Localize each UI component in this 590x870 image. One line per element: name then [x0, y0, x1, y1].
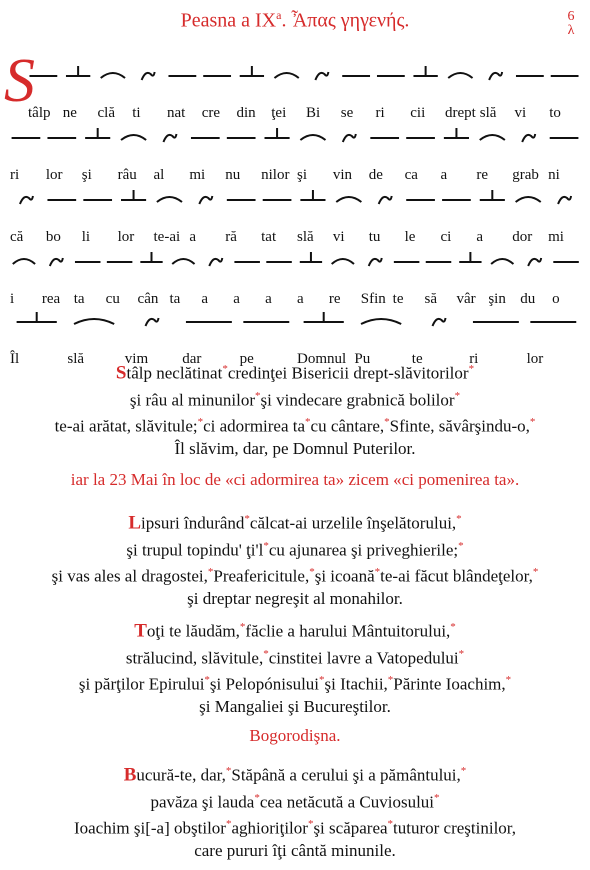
asterisk-icon: * — [239, 621, 246, 633]
phrase: Îl slăvim, dar, pe Domnul Puterilor. — [174, 438, 416, 458]
phrase: te-ai arătat, slăvitule; — [54, 416, 198, 436]
syllable: şi — [81, 167, 92, 183]
phrase: şi vindecare grabnică bolilor — [260, 390, 455, 410]
asterisk-icon: * — [305, 416, 311, 429]
stanza-line — [0, 760, 590, 787]
syllable: slă — [67, 351, 85, 367]
syllable: să — [424, 291, 438, 307]
phrase: şi trupul topindu' ţi'l — [126, 540, 264, 560]
stanza-line — [0, 669, 590, 696]
asterisk-icon: * — [319, 674, 325, 687]
neume-glyph — [491, 259, 513, 264]
neume-glyph — [336, 197, 361, 202]
neume-glyph — [304, 312, 344, 322]
asterisk-icon: * — [532, 566, 539, 579]
neume-row — [8, 306, 582, 346]
stanza-line — [0, 696, 590, 718]
stanza-line — [0, 588, 590, 610]
syllable: tu — [368, 229, 381, 245]
syllable: nat — [167, 105, 186, 121]
asterisk-icon: * — [244, 513, 250, 525]
syllable: ci — [440, 229, 452, 245]
syllable: ră — [225, 229, 237, 245]
rubric-a: iar la 23 Mai în loc de « — [70, 470, 234, 489]
neume-glyph — [315, 72, 328, 80]
phrase: tâlp neclătinat — [126, 363, 223, 383]
syllable: tâlp — [28, 105, 51, 121]
syllable: clă — [97, 105, 115, 121]
phrase: şi scăparea — [313, 818, 388, 838]
syllable: grab — [512, 167, 539, 183]
neume-glyph — [369, 258, 382, 266]
syllable: ne — [62, 105, 77, 121]
syllable: ţei — [271, 105, 287, 121]
syllable: râu — [117, 167, 137, 183]
neume-glyph — [66, 66, 90, 76]
asterisk-icon: * — [387, 674, 394, 687]
asterisk-icon: * — [374, 566, 381, 579]
big-initial: S — [4, 47, 35, 115]
syllable: ti — [132, 105, 141, 121]
syllable: ri — [10, 167, 20, 183]
phrase: cu ajunarea şi priveghierile; — [268, 540, 459, 560]
syllable: de — [368, 167, 383, 183]
phrase: cu cântare, — [310, 416, 385, 436]
phrase: oţi te lăudăm, — [146, 621, 240, 641]
music-line — [26, 60, 582, 122]
syllable: vi — [514, 105, 527, 121]
asterisk-icon: * — [434, 791, 440, 804]
stanza-line — [0, 508, 590, 535]
asterisk-icon: * — [384, 416, 390, 429]
syllable: le — [404, 229, 416, 245]
neume-glyph — [265, 128, 290, 138]
stanza-line — [0, 787, 590, 814]
stanza-2 — [0, 508, 590, 610]
neume-glyph — [332, 259, 354, 264]
rubric-e: ». — [506, 470, 520, 489]
neume-glyph — [448, 73, 472, 78]
asterisk-icon: * — [307, 818, 314, 831]
asterisk-icon: * — [450, 621, 456, 633]
phrase: şi Pelopónisului — [209, 674, 320, 694]
asterisk-icon: * — [225, 765, 232, 777]
stanza-line — [0, 561, 590, 588]
phrase: te-ai făcut blândeţelor, — [380, 566, 533, 586]
ode-title-sup: a — [276, 8, 282, 22]
syllable: cân — [137, 291, 159, 307]
neume-glyph — [528, 258, 541, 266]
phrase: ucură-te, dar, — [136, 765, 226, 785]
syllable: Îl — [10, 351, 20, 367]
phrase: făclie a harului Mântuitorului, — [245, 621, 451, 641]
rubric-d: ci pomenirea ta — [401, 470, 507, 489]
syllable: a — [233, 291, 240, 307]
neume-glyph — [85, 128, 110, 138]
asterisk-icon: * — [468, 363, 475, 375]
syllable: a — [297, 291, 304, 307]
syllable: dor — [512, 229, 533, 245]
syllable: tat — [261, 229, 277, 245]
stanza-line — [0, 813, 590, 840]
syllable: Bi — [306, 105, 321, 121]
stanza-initial: T — [134, 620, 147, 642]
syllable: din — [236, 105, 256, 121]
phrase: tuturor creştinilor, — [393, 818, 517, 838]
neume-glyph — [17, 312, 57, 322]
neume-glyph — [74, 319, 114, 324]
neume-glyph — [240, 66, 264, 76]
neume-glyph — [300, 252, 322, 262]
stanza-line — [0, 411, 590, 438]
syllable: slă — [479, 105, 497, 121]
phrase: călcat-ai urzelile înşelătorului, — [249, 513, 457, 533]
asterisk-icon: * — [309, 566, 315, 579]
neume-glyph — [274, 73, 298, 78]
stanza-line — [0, 438, 590, 460]
mode-sign-icon: 6 λ — [567, 9, 575, 38]
neume-glyph — [516, 197, 541, 202]
syllable: re — [328, 291, 341, 307]
stanza-line — [0, 840, 590, 862]
phrase: Preafericitule, — [213, 566, 310, 586]
syllable: Sfin — [360, 291, 386, 307]
stanza-line — [0, 616, 590, 643]
neume-glyph — [50, 258, 63, 266]
asterisk-icon: * — [207, 566, 214, 579]
neume-glyph — [480, 190, 505, 200]
phrase: care pururi îţi cântă minunile. — [194, 840, 396, 860]
neume-glyph — [379, 196, 392, 204]
phrase: cea netăcută a Cuviosului — [259, 792, 435, 812]
syllable: bo — [45, 229, 61, 245]
neume-glyph — [172, 259, 194, 264]
syllable: mi — [189, 167, 206, 183]
neume-glyph — [558, 196, 571, 204]
music-line — [8, 246, 582, 308]
syllable: re — [476, 167, 489, 183]
asterisk-icon: * — [456, 513, 462, 525]
asterisk-icon: * — [458, 647, 465, 660]
syllable: ri — [469, 351, 479, 367]
ode-title — [0, 8, 590, 33]
neume-glyph — [121, 135, 146, 140]
neume-glyph — [413, 66, 437, 76]
phrase: Părinte Ioachim, — [393, 674, 506, 694]
neume-glyph — [300, 135, 325, 140]
syllable: rea — [41, 291, 61, 307]
syllable: te — [411, 351, 423, 367]
asterisk-icon: * — [263, 647, 269, 660]
syllable: se — [340, 105, 354, 121]
rubric-commemoration — [0, 470, 590, 490]
syllable: i — [10, 291, 15, 307]
syllable: du — [520, 291, 536, 307]
phrase: şi dreptar negreşit al monahilor. — [187, 588, 403, 608]
syllable: dar — [182, 351, 202, 367]
rubric-bogorodisna: Bogorodişna. — [249, 726, 341, 745]
music-line — [8, 184, 582, 246]
syllable: to — [549, 105, 561, 121]
syllable: slă — [297, 229, 314, 245]
syllable: lor — [526, 351, 544, 367]
stanza-4 — [0, 760, 590, 862]
ode-title-main: Peasna a IX — [180, 9, 277, 32]
neume-glyph — [480, 135, 505, 140]
asterisk-icon: * — [454, 389, 461, 402]
neume-glyph — [343, 134, 356, 142]
syllable: nilor — [261, 167, 290, 183]
neume-glyph — [146, 318, 159, 326]
neume-glyph — [522, 134, 535, 142]
syllable: vin — [332, 167, 353, 183]
neume-glyph — [13, 259, 35, 264]
phrase: credinţei Bisericii drept-slăvitorilor — [227, 363, 469, 383]
neume-row — [26, 60, 582, 100]
phrase: şi icoană — [314, 566, 375, 586]
phrase: şi părţilor Epirului — [78, 674, 205, 694]
asterisk-icon: * — [222, 363, 228, 375]
syllable: că — [10, 229, 24, 245]
syllable: ta — [169, 291, 181, 307]
phrase: strălucind, slăvitule, — [125, 648, 264, 668]
stanza-3 — [0, 616, 590, 718]
phrase: ipsuri îndurând — [141, 513, 245, 533]
syllable: cii — [410, 105, 426, 121]
syllable: a — [265, 291, 272, 307]
syllable: li — [81, 229, 91, 245]
stanza-line — [0, 643, 590, 670]
syllable: drept — [445, 105, 476, 121]
syllable: lor — [45, 167, 63, 183]
syllable: cu — [105, 291, 120, 307]
phrase: şi Itachii, — [324, 674, 388, 694]
music-line — [8, 122, 582, 184]
phrase: Stăpână a cerului şi a pământului, — [231, 765, 461, 785]
syllable: a — [476, 229, 484, 245]
asterisk-icon: * — [254, 791, 260, 804]
stanza-line — [0, 358, 590, 385]
neume-row — [8, 122, 582, 162]
syllable: o — [552, 291, 560, 307]
neume-glyph — [209, 258, 222, 266]
phrase: şi râu al minunilor — [129, 390, 256, 410]
neume-glyph — [361, 319, 401, 324]
syllable: Pu — [354, 351, 371, 367]
syllable: vâr — [456, 291, 476, 307]
stanza-initial: S — [115, 362, 127, 384]
syllable: ca — [404, 167, 418, 183]
stanza-initial: B — [123, 764, 137, 786]
phrase: aghioriţilor — [231, 818, 308, 838]
phrase: pavăza şi lauda — [150, 792, 255, 812]
neume-glyph — [140, 252, 162, 262]
neume-glyph — [433, 318, 446, 326]
neume-glyph — [489, 72, 502, 80]
syllable: te — [392, 291, 404, 307]
syllable: vim — [124, 351, 149, 367]
syllable: ta — [73, 291, 85, 307]
phrase: Sfinte, săvârşindu-o, — [389, 416, 530, 436]
phrase: cinstitei lavre a Vatopedului — [268, 648, 459, 668]
syllable: nu — [225, 167, 241, 183]
neume-glyph — [459, 252, 481, 262]
syllable: şi — [297, 167, 308, 183]
phrase: şi vas ales al dragostei, — [51, 566, 208, 586]
asterisk-icon: * — [458, 539, 464, 552]
syllable: lor — [117, 229, 135, 245]
asterisk-icon: * — [263, 539, 269, 552]
syllable: şin — [488, 291, 506, 307]
neume-glyph — [199, 196, 212, 204]
syllable: al — [153, 167, 165, 183]
syllable: ri — [375, 105, 385, 121]
neume-glyph — [157, 197, 182, 202]
asterisk-icon: * — [204, 674, 210, 687]
phrase: Ioachim şi[-a] obştilor — [73, 818, 226, 838]
neume-glyph — [444, 128, 469, 138]
syllable: pe — [239, 351, 254, 367]
asterisk-icon: * — [460, 765, 467, 777]
stanza-line — [0, 385, 590, 412]
neume-glyph — [163, 134, 176, 142]
syllable: te-ai — [153, 229, 181, 245]
syllable: a — [201, 291, 208, 307]
syllable: ni — [548, 167, 560, 183]
ode-title-greek: . Ἆπας γηγενής. — [281, 9, 410, 32]
neume-glyph — [20, 196, 33, 204]
neume-row — [8, 184, 582, 224]
phrase: şi Mangaliei şi Bucureştilor. — [199, 696, 391, 716]
neume-row — [8, 246, 582, 286]
stanza-1 — [0, 358, 590, 460]
asterisk-icon: * — [505, 674, 512, 687]
syllable: Domnul — [297, 351, 347, 367]
neume-glyph — [300, 190, 325, 200]
neume-glyph — [101, 73, 125, 78]
asterisk-icon: * — [529, 416, 536, 429]
asterisk-icon: * — [225, 818, 232, 831]
stanza-initial: L — [128, 512, 141, 534]
asterisk-icon: * — [387, 818, 394, 831]
rubric-b: ci adormirea ta — [233, 470, 336, 489]
stanza-line — [0, 535, 590, 562]
rubric-c: » zicem « — [335, 470, 402, 489]
syllable: cre — [201, 105, 221, 121]
neume-glyph — [142, 72, 155, 80]
phrase: ci adormirea ta — [203, 416, 306, 436]
asterisk-icon: * — [255, 389, 261, 402]
syllable: vi — [332, 229, 345, 245]
neume-glyph — [121, 190, 146, 200]
syllable: a — [440, 167, 448, 183]
asterisk-icon: * — [197, 416, 204, 429]
syllable: mi — [548, 229, 564, 245]
syllable: a — [189, 229, 197, 245]
